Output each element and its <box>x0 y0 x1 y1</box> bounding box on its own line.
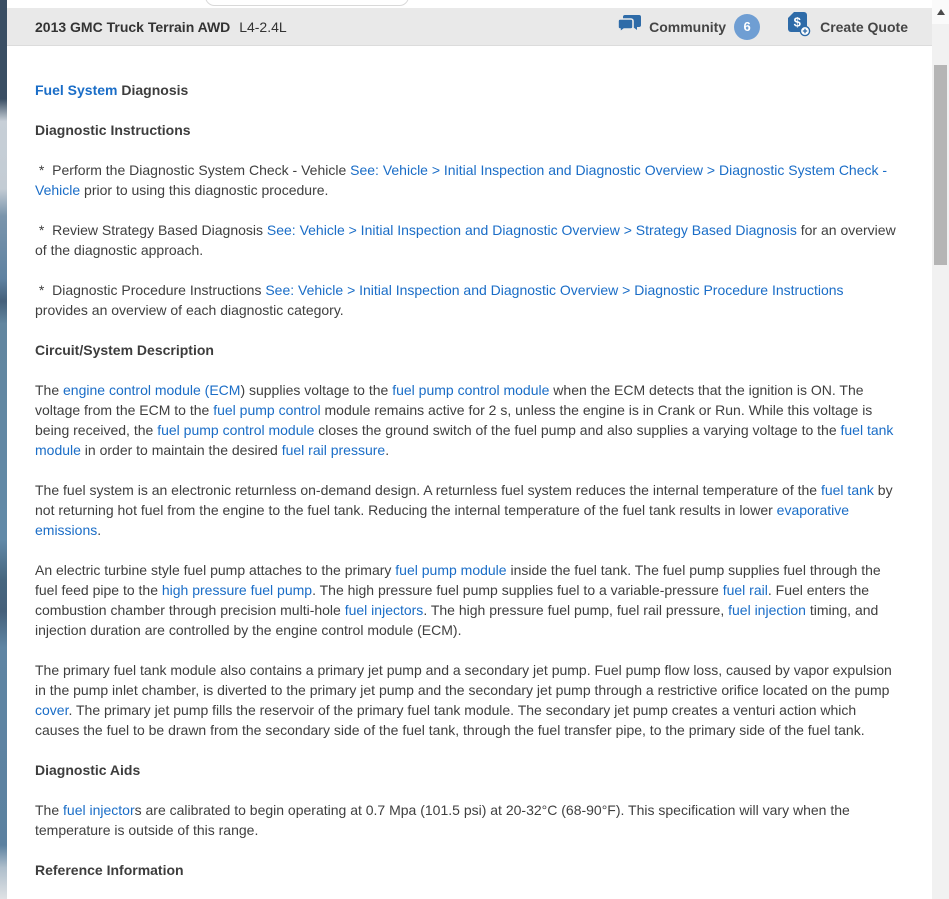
paragraph <box>35 380 900 460</box>
doc-link[interactable]: See: Vehicle > Initial Inspection and Diagnostic Overview > Diagnostic Procedure Instructions <box>265 282 844 298</box>
svg-text:$: $ <box>793 14 801 29</box>
doc-link[interactable]: fuel injector <box>63 802 135 818</box>
text-run: . The high pressure fuel pump supplies fuel to a variable-pressure <box>312 582 723 598</box>
text-run: The <box>35 802 64 818</box>
quote-dollar-icon <box>788 12 812 42</box>
doc-link[interactable]: fuel tank <box>820 482 874 498</box>
doc-link[interactable]: fuel rail pressure <box>281 442 386 458</box>
text-run: The primary fuel tank module also contains a primary jet pump and a secondary jet pump. Fuel pump flow loss, caused by vapor expulsion in the pump inlet chamber, is diverted to the primary jet pump and the secondary jet pump through a restrictive orifice located on the pump <box>35 662 896 698</box>
doc-link[interactable]: cover <box>35 702 69 718</box>
create-quote-button[interactable] <box>788 12 908 42</box>
section-heading <box>35 760 900 780</box>
text-run: Diagnostic Instructions <box>35 122 191 138</box>
doc-link[interactable]: fuel rail <box>722 582 768 598</box>
community-chat-icon <box>618 15 641 39</box>
doc-link[interactable]: fuel tank module <box>35 422 898 458</box>
doc-link[interactable]: fuel injectors <box>344 602 424 618</box>
paragraph <box>35 220 900 260</box>
paragraph <box>35 560 900 640</box>
paragraph <box>35 160 900 200</box>
text-run: * Diagnostic Procedure Instructions <box>35 282 266 298</box>
doc-link[interactable]: Fuel System <box>35 82 118 98</box>
text-run: . <box>385 442 390 458</box>
text-run: Reference Information <box>35 862 184 878</box>
paragraph <box>35 480 900 540</box>
vehicle-title-engine: L4-2.4L <box>239 18 287 35</box>
text-run: when the ECM detects that the ignition is ON. The voltage from the ECM to the <box>35 382 868 418</box>
scroll-up-button[interactable] <box>932 0 949 24</box>
left-panel-edge <box>0 0 7 899</box>
text-run: An electric turbine style fuel pump attaches to the primary <box>35 562 396 578</box>
vehicle-title-main: 2013 GMC Truck Terrain AWD <box>35 18 231 35</box>
text-run: . The high pressure fuel pump, fuel rail pressure, <box>423 602 729 618</box>
text-run: Diagnosis <box>117 82 189 98</box>
doc-link[interactable]: See: Vehicle > Initial Inspection and Diagnostic Overview > Strategy Based Diagnosis <box>266 222 797 238</box>
document-blocks <box>35 80 900 880</box>
text-run: provides an overview of each diagnostic category. <box>35 282 848 318</box>
doc-link[interactable]: fuel pump control module <box>392 382 550 398</box>
text-run: module remains active for 2 s, unless the engine is in Crank or Run. While this voltage is being received, the <box>35 402 877 438</box>
text-run: . <box>97 522 102 538</box>
doc-link[interactable]: engine control module (ECM <box>63 382 241 398</box>
community-label: Community <box>649 18 727 35</box>
text-run: in order to maintain the desired <box>80 442 282 458</box>
clipped-toolbar-element <box>205 0 409 6</box>
section-heading <box>35 860 900 880</box>
section-heading <box>35 340 900 360</box>
scroll-up-arrow-icon <box>937 9 945 15</box>
section-heading <box>35 80 900 100</box>
text-run: * Review Strategy Based Diagnosis <box>35 222 267 238</box>
doc-link[interactable]: See: Vehicle > Initial Inspection and Diagnostic Overview > Diagnostic System Check - Vehicle <box>35 162 891 198</box>
text-run: Diagnostic Aids <box>35 762 141 778</box>
text-run: timing, and injection duration are controlled by the engine control module (ECM). <box>35 602 883 638</box>
scrollbar-thumb[interactable] <box>934 65 947 265</box>
text-run: The fuel system is an electronic returnless on-demand design. A returnless fuel system reduces the internal temperature of the <box>35 482 821 498</box>
text-run: closes the ground switch of the fuel pump and also supplies a varying voltage to the <box>314 422 841 438</box>
vertical-scrollbar[interactable] <box>932 0 949 899</box>
text-run: * Perform the Diagnostic System Check - Vehicle <box>35 162 351 178</box>
text-run: . Fuel enters the combustion chamber through precision multi-hole <box>35 582 873 618</box>
text-run: ) supplies voltage to the <box>240 382 393 398</box>
paragraph <box>35 660 900 740</box>
create-quote-label: Create Quote <box>820 18 908 35</box>
doc-link[interactable]: fuel pump control <box>213 402 321 418</box>
community-button[interactable] <box>618 14 760 40</box>
text-run: Circuit/System Description <box>35 342 214 358</box>
doc-link[interactable]: fuel pump control module <box>157 422 315 438</box>
section-heading <box>35 120 900 140</box>
community-count-badge: 6 <box>734 14 760 40</box>
text-run: for an overview of the diagnostic approach. <box>35 222 900 258</box>
vehicle-header-bar <box>7 8 932 46</box>
text-run: inside the fuel tank. The fuel pump supplies fuel through the fuel feed pipe to the <box>35 562 885 598</box>
text-run: The <box>35 382 64 398</box>
doc-link[interactable]: evaporative emissions <box>35 502 853 538</box>
text-run: by not returning hot fuel from the engine to the fuel tank. Reducing the internal temperature of the fuel tank results in lower <box>35 482 897 518</box>
paragraph <box>35 280 900 320</box>
doc-link[interactable]: high pressure fuel pump <box>161 582 313 598</box>
paragraph <box>35 800 900 840</box>
doc-link[interactable]: fuel pump module <box>395 562 507 578</box>
vehicle-title <box>35 19 287 35</box>
doc-link[interactable]: fuel injection <box>728 602 806 618</box>
text-run: . The primary jet pump fills the reservoir of the primary fuel tank module. The secondary jet pump creates a venturi action which causes the fuel to be drawn from the secondary side of the fuel tank, through the fuel transfer pipe, to the primary side of the fuel tank. <box>35 702 865 738</box>
document-body <box>7 46 932 899</box>
text-run: prior to using this diagnostic procedure. <box>80 182 329 198</box>
text-run: s are calibrated to begin operating at 0.7 Mpa (101.5 psi) at 20-32°C (68-90°F). This specification will vary when the temperature is outside of this range. <box>35 802 854 838</box>
